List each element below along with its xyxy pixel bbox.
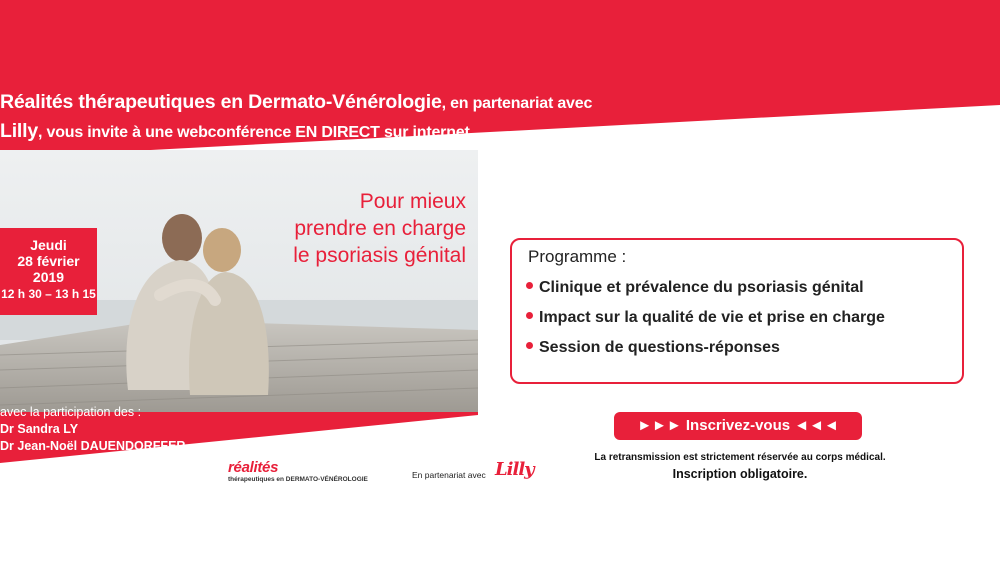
event-date-box (0, 228, 97, 315)
event-title-line-1: Pour mieux (359, 190, 466, 213)
register-button[interactable]: ►►► Inscrivez-vous ◄◄◄ (614, 412, 862, 440)
event-title-line-2: prendre en charge (294, 217, 466, 240)
programme-item (526, 339, 780, 357)
event-date: 28 février (17, 253, 80, 269)
programme-item-text: Impact sur la qualité de vie et prise en charge (539, 309, 885, 326)
realites-logo-sub: thérapeutiques en DERMATO-VÉNÉROLOGIE (228, 476, 368, 483)
participation-intro: avec la participation des : (0, 405, 142, 419)
header-lilly: Lilly (0, 120, 39, 142)
programme-item-text: Session de questions-réponses (539, 339, 780, 356)
speaker-2: Dr Jean-Noël DAUENDORFFER (0, 439, 186, 453)
event-day: Jeudi (30, 237, 67, 253)
realites-logo-main: réalités (228, 459, 279, 476)
event-time: 12 h 30 – 13 h 15 (1, 287, 96, 301)
header-brand: Réalités thérapeutiques en Dermato-Vénérologie (0, 91, 442, 113)
programme-item-text: Clinique et prévalence du psoriasis génital (539, 279, 864, 296)
realites-logo (228, 459, 368, 483)
lilly-logo: Lilly (495, 459, 534, 480)
header-line1-rest: , en partenariat avec (441, 95, 593, 112)
restriction-note: La retransmission est strictement réservée au corps médical. (594, 452, 886, 463)
header-line2-mid: , vous invite à une webconférence (38, 124, 296, 141)
bullet-icon (526, 312, 533, 319)
event-title-line-3: le psoriasis génital (293, 244, 466, 267)
header-line2-end: sur internet (379, 124, 470, 141)
speaker-1: Dr Sandra LY (0, 422, 79, 436)
registration-required-note: Inscription obligatoire. (672, 467, 808, 481)
programme-item (526, 279, 864, 297)
partner-label: En partenariat avec (412, 470, 486, 480)
programme-item (526, 309, 885, 327)
programme-title: Programme : (528, 247, 627, 266)
header-line2-bold: EN DIRECT (295, 124, 380, 141)
event-title (230, 188, 466, 269)
bullet-icon (526, 342, 533, 349)
header-line-1 (0, 91, 592, 114)
event-year: 2019 (32, 269, 65, 285)
header-line-2 (0, 120, 470, 143)
participation-block (0, 404, 185, 455)
bullet-icon (526, 282, 533, 289)
